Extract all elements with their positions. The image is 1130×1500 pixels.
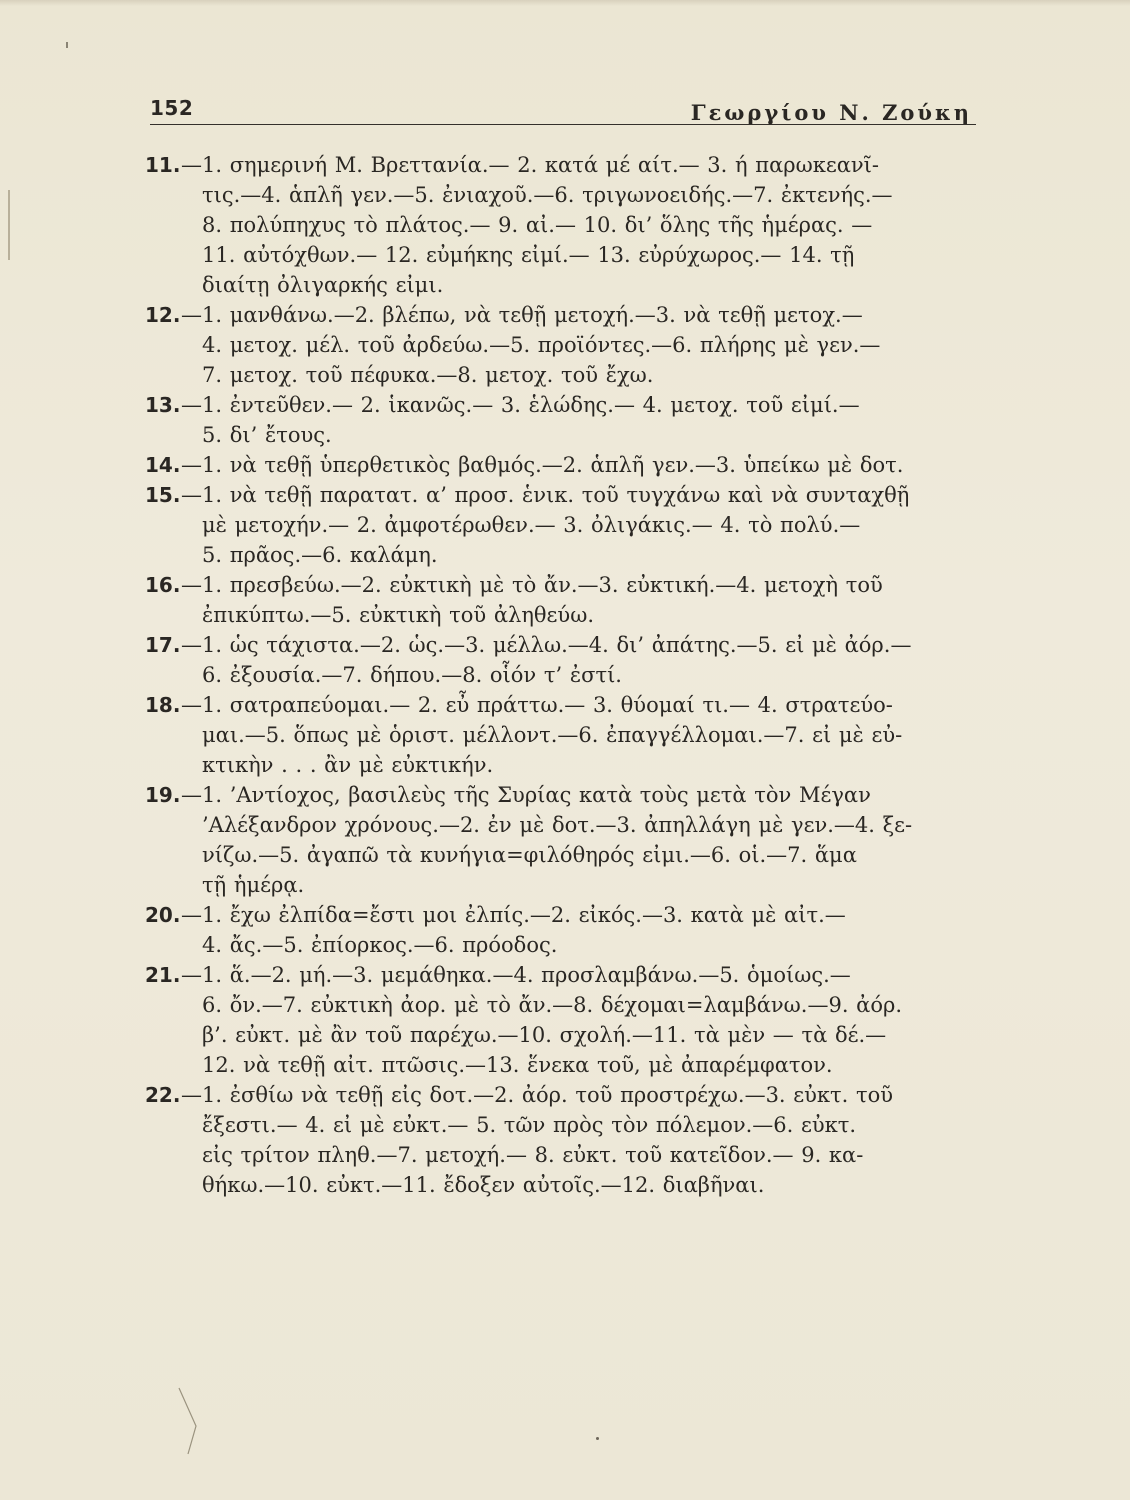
entry-line: 12. νὰ τεθῇ αἰτ. πτῶσις.—13. ἕνεκα τοῦ, μὲ ἀπαρέμφατον. [202, 1053, 833, 1077]
answer-key-list [145, 150, 975, 1200]
entry-text: —1. νὰ τεθῇ παρατατ. α’ προσ. ἑνικ. τοῦ τυγχάνω καὶ νὰ συνταχθῇ [181, 483, 910, 507]
entry-line: 5. πρᾶος.—6. καλάμη. [202, 543, 438, 567]
entry-line [145, 300, 975, 330]
entry-number: 12. [145, 303, 181, 327]
entry-text: —1. σατραπεύομαι.— 2. εὖ πράττω.— 3. θύομαί τι.— 4. στρατεύο- [181, 693, 893, 717]
margin-shadow [8, 190, 10, 260]
pencil-stroke [176, 1386, 200, 1456]
entry-line: 6. ὄν.—7. εὐκτικὴ ἀορ. μὲ τὸ ἄν.—8. δέχομαι=λαμβάνω.—9. ἀόρ. [202, 993, 903, 1017]
entry-line: μαι.—5. ὅπως μὲ ὁριστ. μέλλοντ.—6. ἐπαγγέλλομαι.—7. εἰ μὲ εὐ- [202, 723, 903, 747]
running-head: Γεωργίου Ν. Ζούκη [690, 100, 972, 125]
entry-text: —1. ἐντεῦθεν.— 2. ἱκανῶς.— 3. ἑλώδης.— 4. μετοχ. τοῦ εἰμί.— [181, 393, 860, 417]
answer-entry [145, 570, 975, 630]
entry-number: 22. [145, 1083, 181, 1107]
entry-line: β’. εὐκτ. μὲ ἂν τοῦ παρέχω.—10. σχολή.—11. τὰ μὲν — τὰ δέ.— [202, 1023, 887, 1047]
entry-number: 16. [145, 573, 181, 597]
answer-entry [145, 630, 975, 690]
entry-line: 7. μετοχ. τοῦ πέφυκα.—8. μετοχ. τοῦ ἔχω. [202, 363, 654, 387]
entry-line [145, 780, 975, 810]
entry-line [145, 690, 975, 720]
entry-line [145, 390, 975, 420]
entry-line: θήκω.—10. εὐκτ.—11. ἔδοξεν αὐτοῖς.—12. διαβῆναι. [202, 1173, 765, 1197]
entry-line: 11. αὐτόχθων.— 12. εὐμήκης εἰμί.— 13. εὐρύχωρος.— 14. τῇ [202, 243, 855, 267]
entry-text: —1. ἅ.—2. μή.—3. μεμάθηκα.—4. προσλαμβάνω.—5. ὁμοίως.— [181, 963, 851, 987]
entry-line: νίζω.—5. ἀγαπῶ τὰ κυνήγια=φιλόθηρός εἰμι.—6. οἱ.—7. ἅμα [202, 843, 857, 867]
entry-number: 19. [145, 783, 181, 807]
entry-number: 13. [145, 393, 181, 417]
ink-dot [596, 1437, 599, 1440]
entry-number: 18. [145, 693, 181, 717]
entry-line: μὲ μετοχήν.— 2. ἀμφοτέρωθεν.— 3. ὀλιγάκις.— 4. τὸ πολύ.— [202, 513, 861, 537]
answer-entry [145, 960, 975, 1080]
entry-line [145, 450, 975, 480]
entry-number: 14. [145, 453, 181, 477]
answer-entry [145, 390, 975, 450]
entry-line: ἐπικύπτω.—5. εὐκτικὴ τοῦ ἀληθεύω. [202, 603, 594, 627]
entry-line: εἰς τρίτον πληθ.—7. μετοχή.— 8. εὐκτ. τοῦ κατεῖδον.— 9. κα- [202, 1143, 864, 1167]
answer-entry [145, 150, 975, 300]
answer-entry [145, 480, 975, 570]
entry-text: —1. σημερινή Μ. Βρεττανία.— 2. κατά μέ αίτ.— 3. ή παρωκεανῖ- [181, 153, 879, 177]
page-number: 152 [150, 96, 194, 120]
entry-text: —1. νὰ τεθῇ ὑπερθετικὸς βαθμός.—2. ἁπλῆ γεν.—3. ὑπείκω μὲ δοτ. [181, 453, 904, 477]
answer-entry [145, 690, 975, 780]
entry-number: 17. [145, 633, 181, 657]
entry-text: —1. ἔχω ἐλπίδα=ἔστι μοι ἐλπίς.—2. εἰκός.—3. κατὰ μὲ αἰτ.— [181, 903, 846, 927]
entry-line [145, 900, 975, 930]
entry-line [145, 480, 975, 510]
entry-text: —1. μανθάνω.—2. βλέπω, νὰ τεθῇ μετοχή.—3. νὰ τεθῇ μετοχ.— [181, 303, 863, 327]
entry-number: 21. [145, 963, 181, 987]
entry-line: τῇ ἡμέρᾳ. [202, 873, 305, 897]
entry-text: —1. ὡς τάχιστα.—2. ὡς.—3. μέλλω.—4. δι’ ἀπάτης.—5. εἰ μὲ ἀόρ.— [181, 633, 912, 657]
page-top-edge [0, 0, 1130, 6]
entry-text: —1. ἐσθίω νὰ τεθῇ εἰς δοτ.—2. ἀόρ. τοῦ προστρέχω.—3. εὐκτ. τοῦ [181, 1083, 894, 1107]
entry-line [145, 1080, 975, 1110]
answer-entry [145, 780, 975, 900]
entry-number: 11. [145, 153, 181, 177]
entry-line [145, 960, 975, 990]
header-rule [150, 124, 976, 125]
entry-line: ’Αλέξανδρον χρόνους.—2. ἐν μὲ δοτ.—3. ἀπηλλάγη μὲ γεν.—4. ξε- [202, 813, 913, 837]
entry-line [145, 630, 975, 660]
answer-entry [145, 900, 975, 960]
answer-entry [145, 1080, 975, 1200]
entry-number: 20. [145, 903, 181, 927]
entry-line: 8. πολύπηχυς τὸ πλάτος.— 9. αἰ.— 10. δι’ ὅλης τῆς ἡμέρας. — [202, 213, 873, 237]
entry-line: διαίτῃ ὀλιγαρκής εἰμι. [202, 273, 444, 297]
entry-line: τις.—4. ἁπλῆ γεν.—5. ἐνιαχοῦ.—6. τριγωνοειδής.—7. ἐκτενής.— [202, 183, 893, 207]
entry-line: κτικὴν . . . ἂν μὲ εὐκτικήν. [202, 753, 494, 777]
entry-line: 6. ἐξουσία.—7. δήπου.—8. οἷόν τ’ ἐστί. [202, 663, 622, 687]
entry-text: —1. ’Αντίοχος, βασιλεὺς τῆς Συρίας κατὰ τοὺς μετὰ τὸν Μέγαν [181, 783, 871, 807]
entry-number: 15. [145, 483, 181, 507]
entry-line: 4. μετοχ. μέλ. τοῦ ἀρδεύω.—5. προϊόντες.—6. πλήρης μὲ γεν.— [202, 333, 881, 357]
entry-line: 4. ἄς.—5. ἐπίορκος.—6. πρόοδος. [202, 933, 558, 957]
entry-line: 5. δι’ ἔτους. [202, 423, 332, 447]
entry-text: —1. πρεσβεύω.—2. εὐκτικὴ μὲ τὸ ἄν.—3. εὐκτική.—4. μετοχὴ τοῦ [181, 573, 883, 597]
entry-line [145, 150, 975, 180]
entry-line: ἔξεστι.— 4. εἰ μὲ εὐκτ.— 5. τῶν πρὸς τὸν πόλεμον.—6. εὐκτ. [202, 1113, 857, 1137]
answer-entry [145, 300, 975, 390]
entry-line [145, 570, 975, 600]
answer-entry [145, 450, 975, 480]
ink-mark [66, 42, 68, 48]
